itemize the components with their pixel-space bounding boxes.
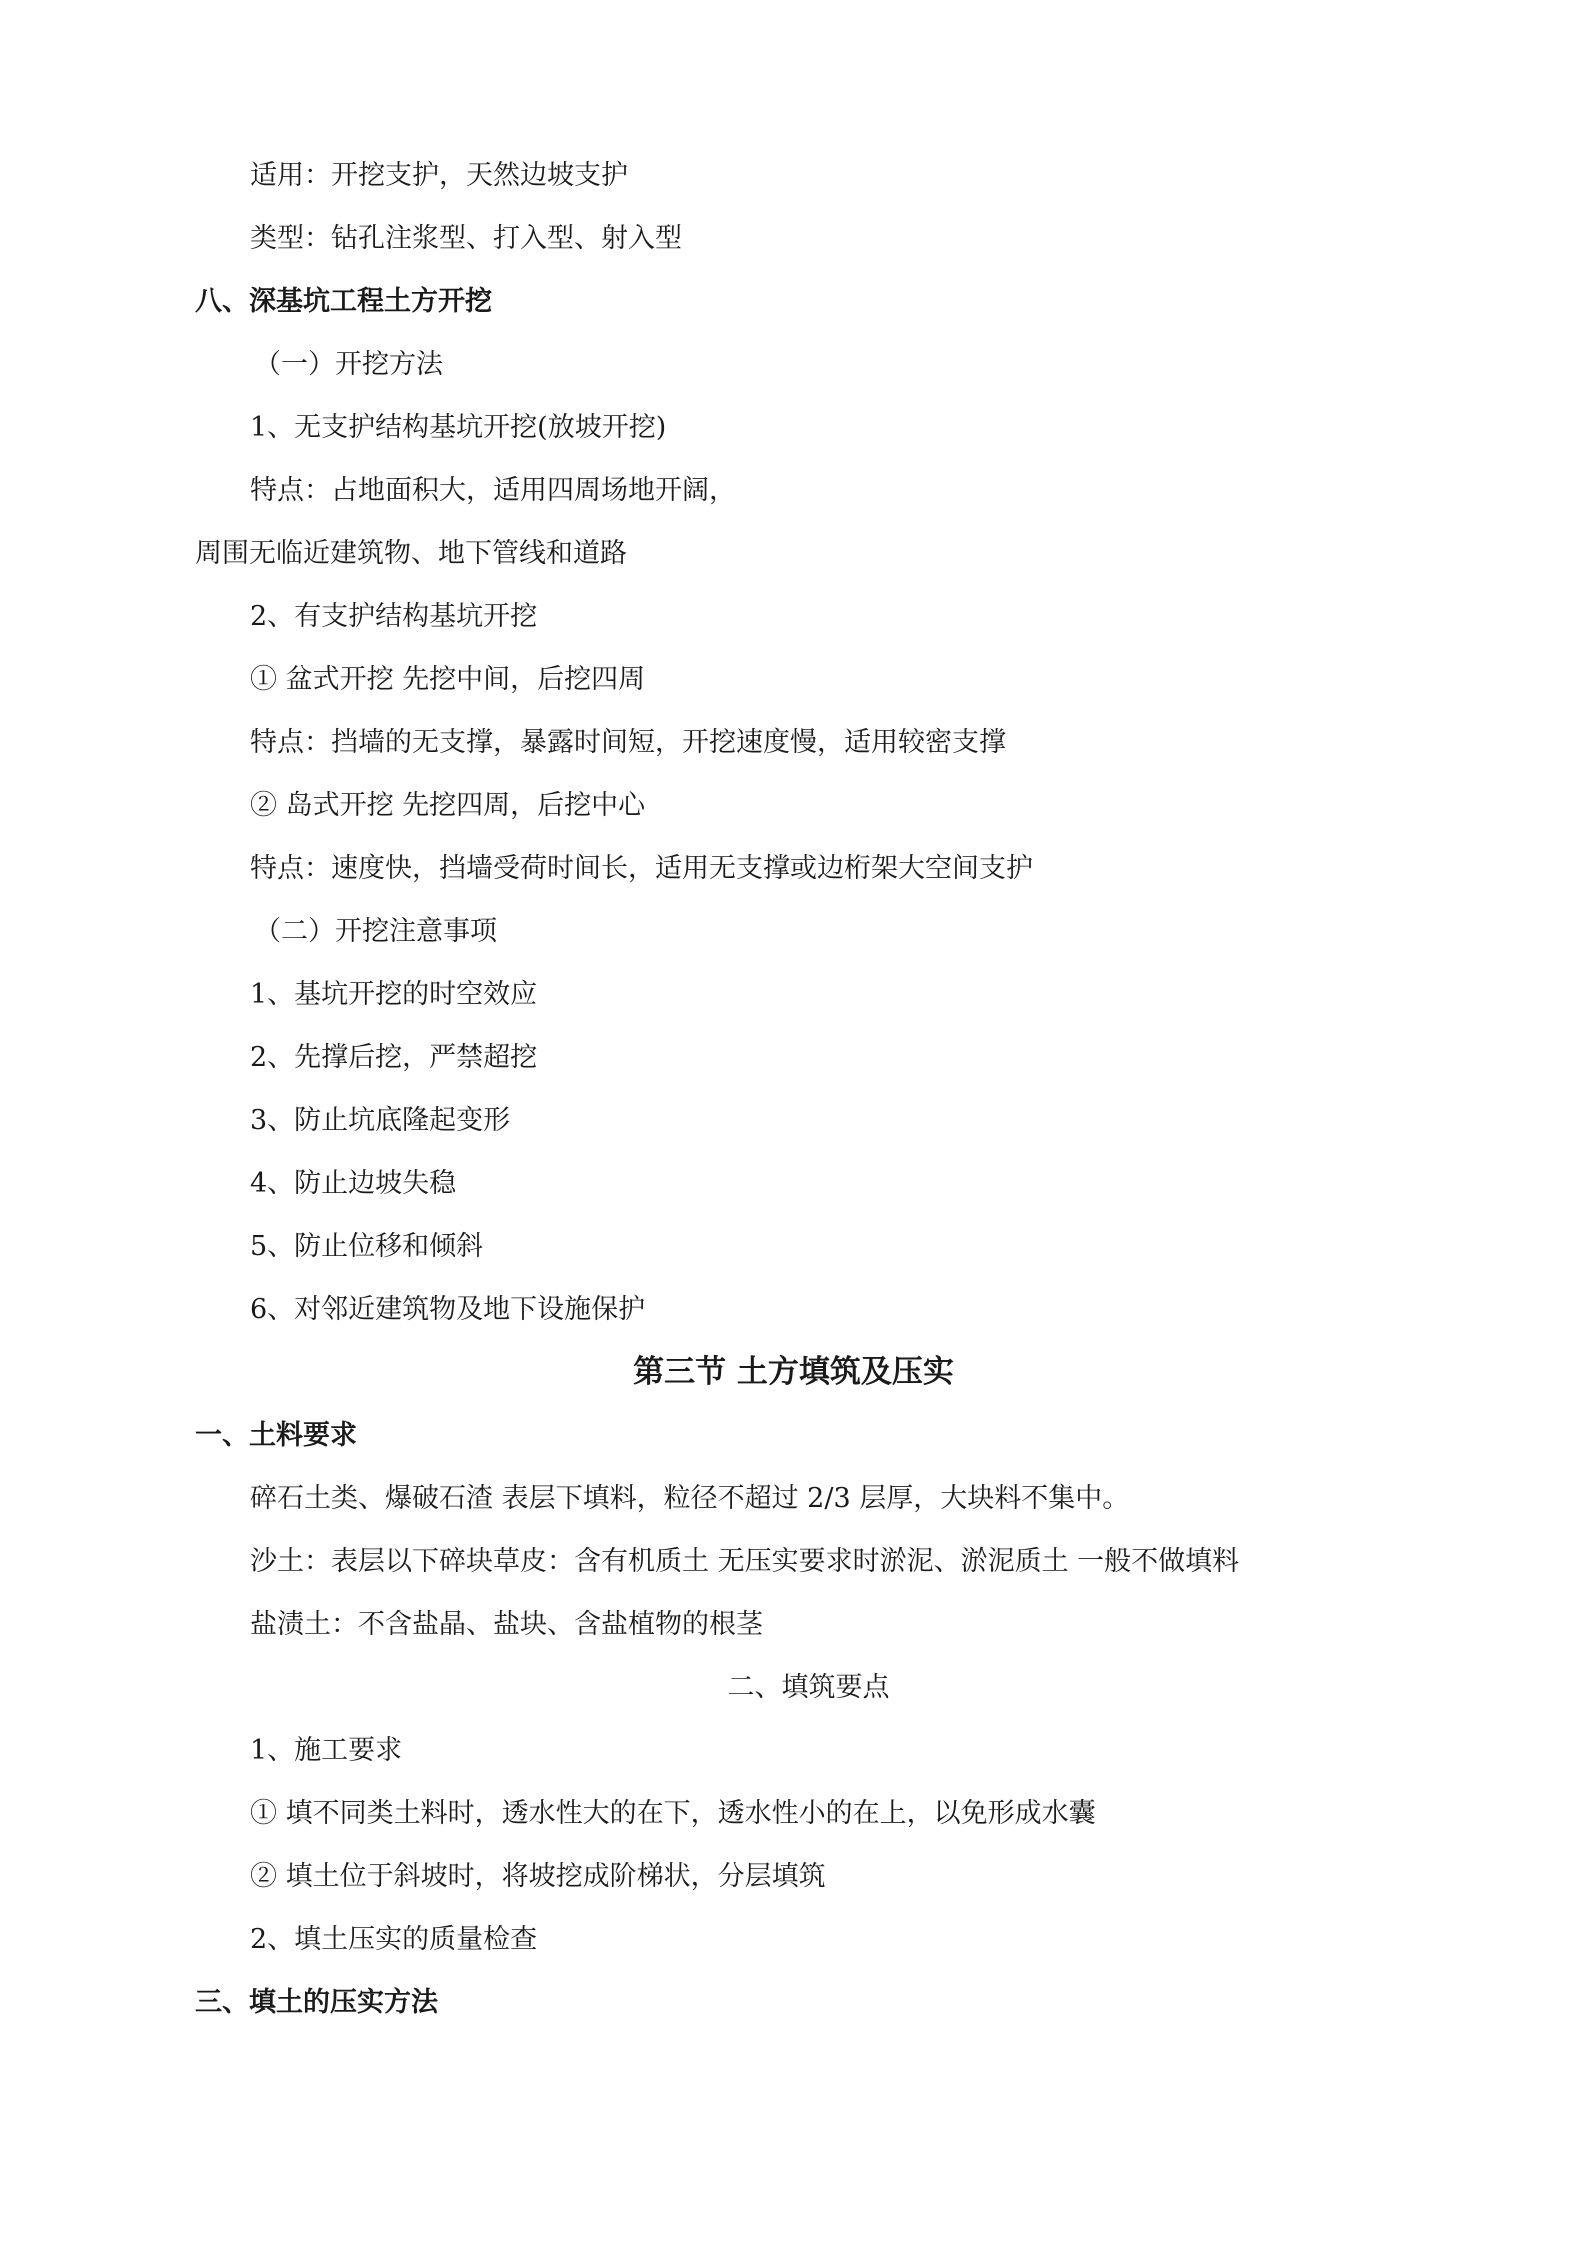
note-item-3: 3、防止坑底隆起变形 [250, 1105, 511, 1136]
requirement-text-1: ① 填不同类土料时，透水性大的在下，透水性小的在上，以免形成水囊 [250, 1798, 1096, 1829]
features-text-3: 特点：速度快，挡墙受荷时间长，适用无支撑或边桁架大空间支护 [250, 853, 1033, 884]
types-text: 类型：钻孔注浆型、打入型、射入型 [250, 223, 682, 254]
soil-text-sand: 沙土：表层以下碎块草皮：含有机质土 无压实要求时淤泥、淤泥质土 一般不做填料 [250, 1546, 1240, 1577]
heading-compaction-methods: 三、填土的压实方法 [195, 1987, 438, 2018]
soil-text-saline: 盐渍土：不含盐晶、盐块、含盐植物的根茎 [250, 1609, 763, 1640]
note-item-5: 5、防止位移和倾斜 [250, 1231, 484, 1262]
island-excavation-text: ② 岛式开挖 先挖四周，后挖中心 [250, 790, 646, 821]
features-text-2: 特点：挡墙的无支撑，暴露时间短，开挖速度慢，适用较密支撑 [250, 727, 1006, 758]
basin-excavation-text: ① 盆式开挖 先挖中间，后挖四周 [250, 664, 646, 695]
subheading-excavation-methods: （一）开挖方法 [254, 349, 443, 380]
heading-soil-requirements: 一、土料要求 [195, 1420, 357, 1451]
item-construction-requirements: 1、施工要求 [250, 1735, 403, 1766]
note-item-6: 6、对邻近建筑物及地下设施保护 [250, 1294, 646, 1325]
requirement-text-2: ② 填土位于斜坡时，将坡挖成阶梯状，分层填筑 [250, 1861, 826, 1892]
features-text-1-continued: 周围无临近建筑物、地下管线和道路 [195, 538, 627, 569]
item-unsupported-excavation: 1、无支护结构基坑开挖(放坡开挖) [250, 412, 667, 443]
applicability-text: 适用：开挖支护，天然边坡支护 [250, 160, 628, 191]
soil-text-gravel: 碎石土类、爆破石渣 表层下填料，粒径不超过 2/3 层厚，大块料不集中。 [250, 1483, 1130, 1514]
subheading-excavation-notes: （二）开挖注意事项 [254, 916, 497, 947]
item-quality-check: 2、填土压实的质量检查 [250, 1924, 538, 1955]
note-item-4: 4、防止边坡失稳 [250, 1168, 457, 1199]
item-supported-excavation: 2、有支护结构基坑开挖 [250, 601, 538, 632]
heading-fill-key-points: 二、填筑要点 [727, 1672, 890, 1703]
note-item-2: 2、先撑后挖，严禁超挖 [250, 1042, 538, 1073]
note-item-1: 1、基坑开挖的时空效应 [250, 979, 538, 1010]
features-text-1: 特点：占地面积大，适用四周场地开阔， [250, 475, 736, 506]
heading-deep-pit-excavation: 八、深基坑工程土方开挖 [195, 286, 492, 317]
section-title: 第三节 土方填筑及压实 [633, 1354, 954, 1390]
